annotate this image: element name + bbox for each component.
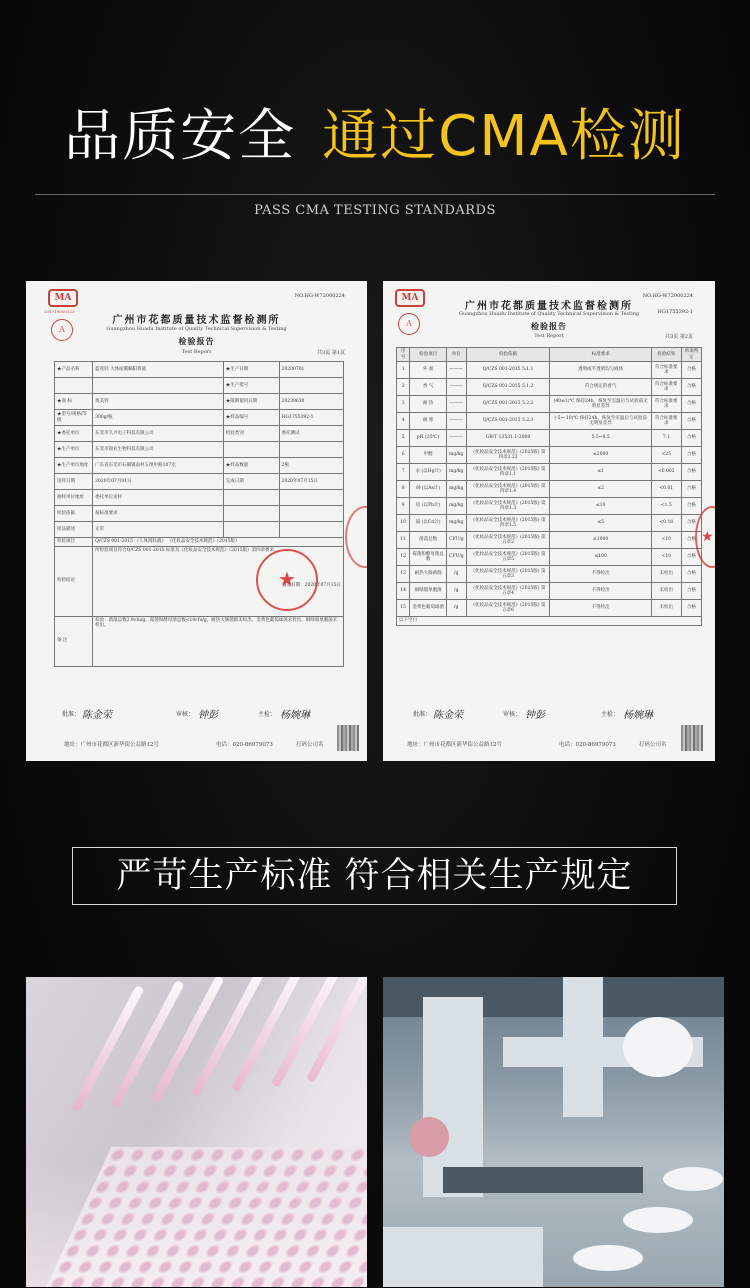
conclusion-text: 所检验项目符合Q/CZS 001-2015 标准及《化妆品安全技术规范》（2015版）第四章要求。 — [95, 547, 279, 553]
results-cell: 不得检出 — [550, 600, 651, 617]
subtitle: PASS CMA TESTING STANDARDS — [254, 203, 496, 218]
results-cell: 铅 (以Pb计) — [410, 498, 447, 515]
remark-text: 检验：菌落总数2.9cfu/g，霉菌和酵母菌总数<10cfu/g，耐热大肠菌群未检出，金黄色葡萄球菌未检出，铜绿假单胞菌未检出。 — [93, 616, 344, 666]
pipette-tip — [111, 980, 185, 1108]
results-row — [397, 481, 702, 498]
report-info-cell — [223, 442, 279, 458]
divider — [35, 194, 715, 195]
report-info-cell: ★委托单位 — [55, 426, 93, 442]
report-info-cell: ★生产日期 — [223, 362, 279, 378]
results-cell: <10 — [651, 532, 681, 549]
results-cell: 合格 — [681, 362, 701, 379]
results-cell: 香 气 — [410, 379, 447, 396]
report-info-cell: 正常 — [93, 522, 224, 538]
results-cell: 合格 — [681, 447, 701, 464]
report-info-cell: ★样品编号 — [223, 410, 279, 426]
report-info-cell: ★生产批号 — [223, 378, 279, 394]
report-info-cell: 奥美特 — [93, 394, 224, 410]
results-cell: 4 — [397, 413, 410, 430]
results-row — [397, 413, 702, 430]
results-cell: 5.5~8.5 — [550, 430, 651, 447]
results-cell: <1.5 — [651, 498, 681, 515]
report-title: 检验报告 — [531, 321, 567, 331]
results-cell: 6 — [397, 447, 410, 464]
method-label: 检验项目 — [55, 538, 93, 547]
test-report-page-1 — [26, 281, 367, 761]
approver-signature: 陈金荣 — [433, 710, 463, 721]
results-cell: 《化妆品安全技术规范》(2015版) 第五章6 — [466, 600, 550, 617]
title-quality-safety: 品质安全 — [64, 104, 297, 169]
results-cell: 符合规定的香气 — [550, 379, 651, 396]
results-cell: ——— — [446, 379, 466, 396]
results-row — [397, 430, 702, 447]
results-cell: 8 — [397, 481, 410, 498]
report-info-cell: 委托测试 — [279, 426, 343, 442]
results-cell: ≤2000 — [550, 447, 651, 464]
qr-code-icon — [681, 725, 703, 751]
edge-stamp-icon — [345, 506, 367, 568]
report-title-en: Test Report — [534, 333, 564, 339]
report-info-row — [55, 490, 344, 506]
tester-label: 主检： — [258, 711, 277, 718]
results-cell: 合格 — [681, 515, 701, 532]
title-pass-cma: 通过CMA检测 — [322, 104, 686, 169]
accreditation-logo-icon: Ａ — [51, 319, 73, 341]
institute-name: 广州市花都质量技术监督检测所 — [112, 315, 281, 326]
results-cell: 不得检出 — [550, 566, 651, 583]
results-cell: 耐 热 — [410, 396, 447, 413]
results-cell: ——— — [446, 362, 466, 379]
institute-name-en: Guangzhou Huadu Institute of Quality Technical Supervision & Testing — [106, 326, 287, 332]
report-info-cell: ★样品数量 — [223, 458, 279, 474]
results-row — [397, 379, 702, 396]
pipette-tip — [151, 977, 225, 1103]
results-cell: pH (25℃) — [410, 430, 447, 447]
results-cell: 合格 — [681, 413, 701, 430]
results-row — [397, 549, 702, 566]
reviewer-signature: 钟彭 — [198, 710, 218, 721]
report-info-row — [55, 458, 344, 474]
results-cell: 合格 — [681, 430, 701, 447]
results-cell: 合格 — [681, 549, 701, 566]
reviewer-label: 审核： — [176, 711, 195, 718]
results-row — [397, 498, 702, 515]
results-header-row — [397, 348, 702, 362]
report-info-cell: HG1755392-1 — [279, 410, 343, 426]
results-header-cell: 单位 — [446, 348, 466, 362]
results-cell: 合格 — [681, 379, 701, 396]
report-info-cell: 蓝莲轻 大体面膜蜗阳将液 — [93, 362, 224, 378]
results-cell: 铜绿假单胞菌 — [410, 583, 447, 600]
footer-phone: 电话：020-86979073 — [559, 742, 616, 748]
results-cell: 5 — [397, 430, 410, 447]
report-info-cell — [223, 522, 279, 538]
results-cell: 耐热大肠菌群 — [410, 566, 447, 583]
results-cell: 符合标准要求 — [651, 413, 681, 430]
report-info-cell — [55, 378, 93, 394]
results-row — [397, 396, 702, 413]
report-info-row — [55, 410, 344, 426]
sign-date: 签发日期：2020年07月15日 — [282, 583, 341, 589]
results-cell: 《化妆品安全技术规范》(2015版) 第五章2 — [466, 532, 550, 549]
report-info-row — [55, 474, 344, 490]
results-cell: <0.01 — [651, 481, 681, 498]
results-cell: ≤1 — [550, 464, 651, 481]
pink-component — [409, 1117, 449, 1157]
report-info-row — [55, 378, 344, 394]
results-header-cell: 单项判定 — [681, 348, 701, 362]
results-cell: 合格 — [681, 566, 701, 583]
results-cell: mg/kg — [446, 447, 466, 464]
cma-logo-icon: MA — [395, 289, 425, 307]
results-cell: (-5~-10)℃ 保持24h，恢复至室温后与试验前无明显差异 — [550, 413, 651, 430]
results-cell: 霉菌和酵母菌总数 — [410, 549, 447, 566]
report-info-cell: 东莞市久兴电子科技有限公司 — [93, 426, 224, 442]
report-info-cell — [279, 378, 343, 394]
results-cell: ≤2 — [550, 481, 651, 498]
report-info-cell: ★生产单位 — [55, 442, 93, 458]
report-info-cell: 检验类别 — [223, 426, 279, 442]
results-cell: <0.002 — [651, 464, 681, 481]
pipette-tip — [191, 977, 265, 1098]
results-row — [397, 447, 702, 464]
results-cell: 耐 寒 — [410, 413, 447, 430]
cma-logo-icon: MA — [48, 289, 78, 307]
results-cell: 1 — [397, 362, 410, 379]
results-cell: 不得检出 — [550, 583, 651, 600]
machine-cup — [623, 1017, 693, 1077]
official-stamp-icon: ★ — [256, 549, 318, 611]
results-cell: mg/kg — [446, 464, 466, 481]
report-info-cell: 2瓶 — [279, 458, 343, 474]
footer-company: 打码公司名 — [296, 742, 324, 748]
results-cell: CFU/g — [446, 549, 466, 566]
test-results-table — [396, 347, 702, 626]
results-header-cell: 序号 — [397, 348, 410, 362]
report-info-row — [55, 442, 344, 458]
results-row — [397, 583, 702, 600]
report-info-cell: ★产品名称 — [55, 362, 93, 378]
results-cell: /g — [446, 600, 466, 617]
results-cell: 合格 — [681, 532, 701, 549]
report-info-row — [55, 362, 344, 378]
product-jar — [573, 1245, 643, 1271]
results-cell: Q/CZS 001-2015 5.2.2 — [466, 396, 550, 413]
results-row — [397, 515, 702, 532]
results-cell: 甲醇 — [410, 447, 447, 464]
results-cell: 7 — [397, 464, 410, 481]
page-count: 共3页 第2页 — [665, 334, 693, 340]
results-row — [397, 566, 702, 583]
results-cell: 镉 (以Cd计) — [410, 515, 447, 532]
results-cell: Q/CZS 001-2015 5.1.2 — [466, 379, 550, 396]
results-cell: Q/CZS 001-2015 5.2.3 — [466, 413, 550, 430]
results-cell: ≤10 — [550, 498, 651, 515]
report-title-en: Test Report — [181, 349, 212, 355]
report-info-cell: 检验依据 — [55, 506, 93, 522]
report-info-cell: 20200701 — [279, 362, 343, 378]
results-cell: 金黄色葡萄球菌 — [410, 600, 447, 617]
results-cell: 7.1 — [651, 430, 681, 447]
footer-company: 打码公司名 — [639, 742, 667, 748]
results-cell: 9 — [397, 498, 410, 515]
results-cell: 符合标准要求 — [651, 379, 681, 396]
report-info-cell: 2020年07月15日 — [279, 474, 343, 490]
results-cell: 外 观 — [410, 362, 447, 379]
results-cell: 12 — [397, 549, 410, 566]
report-info-cell: 300g/瓶 — [93, 410, 224, 426]
report-info-row — [55, 522, 344, 538]
results-cell: 菌落总数 — [410, 532, 447, 549]
results-cell: 13 — [397, 566, 410, 583]
results-cell: <10 — [651, 549, 681, 566]
report-info-cell: 按标准要求 — [93, 506, 224, 522]
results-cell: 合格 — [681, 396, 701, 413]
results-cell: 3 — [397, 396, 410, 413]
report-info-cell: 2020年07月01日 — [93, 474, 224, 490]
report-info-cell: 广东省东莞市石碣镇南村五组中路107室 — [93, 458, 224, 474]
results-cell: <25 — [651, 447, 681, 464]
product-jar — [623, 1207, 693, 1233]
results-cell: 15 — [397, 600, 410, 617]
results-header-cell: 检验项目 — [410, 348, 447, 362]
machine-column — [563, 977, 603, 1117]
report-info-cell: ★限期使用日期 — [223, 394, 279, 410]
report-info-cell: ★商 标 — [55, 394, 93, 410]
approver-signature: 陈金荣 — [82, 710, 112, 721]
report-info-cell: 完成日期 — [223, 474, 279, 490]
footer-phone: 电话：020-86979073 — [216, 742, 273, 748]
results-cell: 《化妆品安全技术规范》(2015版) 第五章5 — [466, 549, 550, 566]
results-row — [397, 532, 702, 549]
report-info-cell — [279, 522, 343, 538]
results-cell: 《化妆品安全技术规范》(2015版) 第五章3 — [466, 566, 550, 583]
results-cell: 透明或半透明均匀液体 — [550, 362, 651, 379]
results-header-cell: 检验结果 — [651, 348, 681, 362]
results-cell: 汞 (以Hg计) — [410, 464, 447, 481]
results-cell: 《化妆品安全技术规范》(2015版) 第五章4 — [466, 583, 550, 600]
results-cell: ——— — [446, 396, 466, 413]
results-cell: 砷 (以As计) — [410, 481, 447, 498]
results-header-cell: 检验依据 — [466, 348, 550, 362]
report-info-cell — [93, 378, 224, 394]
approver-label: 批准： — [62, 711, 81, 718]
results-cell: 未检出 — [651, 583, 681, 600]
results-row — [397, 600, 702, 617]
institute-name: 广州市花都质量技术监督检测所 — [465, 301, 633, 312]
machine-base — [443, 1167, 643, 1193]
results-cell: (40±1)℃ 保持24h，恢复至室温后与试验前无明显差异 — [550, 396, 651, 413]
report-info-cell: ★生产单位地址 — [55, 458, 93, 474]
report-number: NO.HG-W72000224 — [642, 293, 693, 299]
report-info-cell: ★型号/规格/等级 — [55, 410, 93, 426]
cma-code: 201719000123 — [44, 309, 75, 314]
results-cell: 未检出 — [651, 566, 681, 583]
results-cell: 《化妆品安全技术规范》(2015版) 第四章1.1 — [466, 464, 550, 481]
report-title: 检验报告 — [178, 336, 215, 346]
results-cell: 2 — [397, 379, 410, 396]
footer-address: 地址：广州市花都区新华街公益路12号 — [407, 742, 502, 748]
pipette-tip — [231, 977, 305, 1093]
results-cell: /g — [446, 583, 466, 600]
results-cell: 《化妆品安全技术规范》(2015版) 第四章1.4 — [466, 481, 550, 498]
results-cell: mg/kg — [446, 515, 466, 532]
results-cell: 合格 — [681, 464, 701, 481]
results-cell: 合格 — [681, 600, 701, 617]
results-cell: 符合标准要求 — [651, 362, 681, 379]
pipette-tip — [71, 985, 145, 1113]
table-end-note: 以下空白 — [397, 617, 702, 626]
reviewer-label: 审核： — [503, 711, 522, 718]
footer-address: 地址：广州市花都区新华街公益路12号 — [64, 742, 159, 748]
institute-name-en: Guangzhou Huadu Institute of Quality Technical Supervision & Testing — [458, 311, 640, 317]
test-report-page-2 — [383, 281, 715, 761]
conclusion-label: 检验结论 — [55, 546, 93, 616]
results-row — [397, 464, 702, 481]
tester-signature: 杨婉琳 — [623, 710, 653, 721]
tester-signature: 杨婉琳 — [280, 710, 310, 721]
results-cell: 符合标准要求 — [651, 396, 681, 413]
sample-number: HG1755392-1 — [657, 309, 693, 315]
qr-code-icon — [337, 725, 359, 751]
results-cell: 14 — [397, 583, 410, 600]
results-cell: 《化妆品安全技术规范》(2015版) 第四章1.5 — [466, 515, 550, 532]
results-cell: CFU/g — [446, 532, 466, 549]
report-info-cell: 东莞市锦业生物科技有限公司 — [93, 442, 224, 458]
report-info-cell: 抽样单位地址 — [55, 490, 93, 506]
report-info-cell: 样品描述 — [55, 522, 93, 538]
results-cell: 11 — [397, 532, 410, 549]
production-standards-banner: 严苛生产标准 符合相关生产规定 — [72, 847, 677, 905]
results-cell: 未检出 — [651, 600, 681, 617]
results-cell: GB/T 13531.1-2008 — [466, 430, 550, 447]
results-cell: 合格 — [681, 498, 701, 515]
approver-label: 批准： — [413, 711, 432, 718]
report-info-cell — [223, 506, 279, 522]
product-jar — [663, 1167, 723, 1191]
results-cell: ——— — [446, 413, 466, 430]
results-cell: ≤1000 — [550, 532, 651, 549]
remark-label: 备 注 — [55, 616, 93, 666]
reviewer-signature: 钟彭 — [525, 710, 545, 721]
results-cell: <0.18 — [651, 515, 681, 532]
results-cell: 《化妆品安全技术规范》(2015版) 第四章2.22 — [466, 447, 550, 464]
pipette-tip — [306, 977, 367, 1083]
report-info-table — [54, 361, 344, 667]
results-cell: 10 — [397, 515, 410, 532]
accreditation-logo-icon: Ａ — [398, 313, 420, 335]
report-info-cell — [279, 442, 343, 458]
report-info-cell: 20230630 — [279, 394, 343, 410]
results-row — [397, 362, 702, 379]
results-header-cell: 标准要求 — [550, 348, 651, 362]
report-info-row — [55, 506, 344, 522]
report-info-cell — [279, 490, 343, 506]
report-number: NO.HG-W72000224 — [294, 293, 345, 299]
results-cell: mg/kg — [446, 498, 466, 515]
lab-pipette-photo — [26, 977, 367, 1287]
results-cell: ≤100 — [550, 549, 651, 566]
results-cell: ≤5 — [550, 515, 651, 532]
report-info-row — [55, 394, 344, 410]
method-text: Q/CZS 001-2015 《人体润肤液》 《化妆品安全技术规范》（2015版） — [93, 538, 344, 547]
production-line-photo — [383, 977, 724, 1287]
report-info-cell — [223, 490, 279, 506]
page-title — [0, 92, 750, 172]
results-cell: mg/kg — [446, 481, 466, 498]
edge-stamp-icon: ★ — [695, 506, 715, 568]
results-cell: 合格 — [681, 583, 701, 600]
report-info-cell: 委托单位送样 — [93, 490, 224, 506]
report-info-cell — [279, 506, 343, 522]
results-cell: 《化妆品安全技术规范》(2015版) 第四章1.3 — [466, 498, 550, 515]
conveyor — [383, 1227, 543, 1287]
well-plate — [46, 1147, 367, 1287]
tester-label: 主检： — [601, 711, 620, 718]
report-info-cell: 送样日期 — [55, 474, 93, 490]
results-cell: /g — [446, 566, 466, 583]
results-cell: 合格 — [681, 481, 701, 498]
results-cell: ——— — [446, 430, 466, 447]
page-count: 共3页 第1页 — [317, 350, 345, 356]
results-cell: Q/CZS 001-2015 5.1.1 — [466, 362, 550, 379]
report-info-row — [55, 426, 344, 442]
